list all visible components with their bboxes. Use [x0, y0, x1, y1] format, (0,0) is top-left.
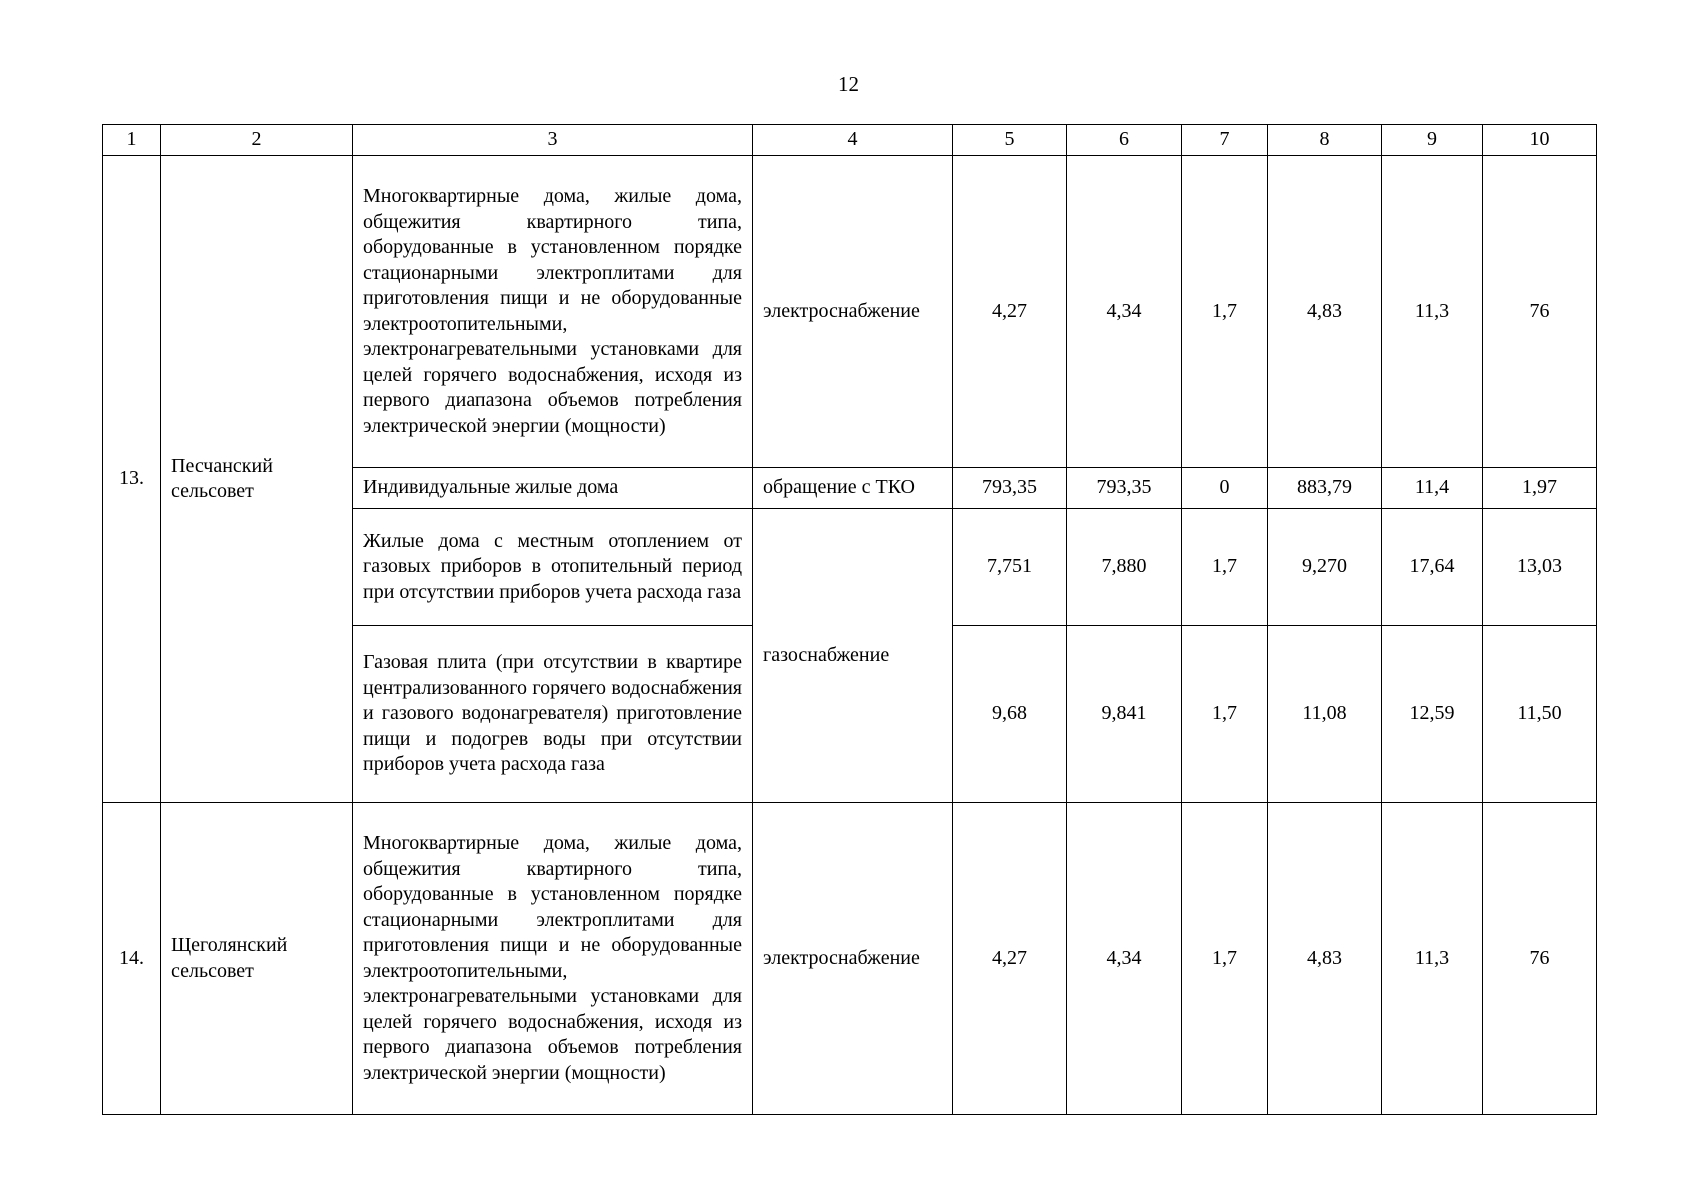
value-col7: 1,7 [1182, 626, 1268, 803]
service-type: электроснабжение [753, 156, 953, 468]
service-type: обращение с ТКО [753, 468, 953, 509]
row-number: 14. [103, 803, 161, 1115]
value-col9: 12,59 [1382, 626, 1483, 803]
header-cell: 4 [753, 125, 953, 156]
value-col6: 9,841 [1067, 626, 1182, 803]
value-col5: 4,27 [953, 803, 1067, 1115]
table-row [103, 156, 1597, 468]
value-col8: 883,79 [1268, 468, 1382, 509]
value-col10: 1,97 [1483, 468, 1597, 509]
value-col5: 9,68 [953, 626, 1067, 803]
header-cell: 2 [161, 125, 353, 156]
consumer-description: Многоквартирные дома, жилые дома, общежития квартирного типа, оборудованные в установленном порядке стационарными электроплитами для приготовления пищи и не оборудованные электроотопительными, электронагревательными установками для целей горячего водоснабжения, исходя из первого диапазона объемов потребления электрической энергии (мощности) [353, 156, 753, 468]
value-col6: 4,34 [1067, 156, 1182, 468]
consumer-description: Многоквартирные дома, жилые дома, общежития квартирного типа, оборудованные в установленном порядке стационарными электроплитами для приготовления пищи и не оборудованные электроотопительными, электронагревательными установками для целей горячего водоснабжения, исходя из первого диапазона объемов потребления электрической энергии (мощности) [353, 803, 753, 1115]
value-col5: 4,27 [953, 156, 1067, 468]
header-cell: 3 [353, 125, 753, 156]
consumer-description: Жилые дома с местным отоплением от газовых приборов в отопительный период при отсутствии приборов учета расхода газа [353, 509, 753, 626]
header-cell: 6 [1067, 125, 1182, 156]
header-cell: 1 [103, 125, 161, 156]
value-col6: 7,880 [1067, 509, 1182, 626]
value-col8: 4,83 [1268, 803, 1382, 1115]
row-number: 13. [103, 156, 161, 803]
header-cell: 8 [1268, 125, 1382, 156]
tariff-table [102, 124, 1597, 1115]
value-col6: 4,34 [1067, 803, 1182, 1115]
value-col7: 1,7 [1182, 803, 1268, 1115]
value-col7: 1,7 [1182, 509, 1268, 626]
header-row [103, 125, 1597, 156]
service-type: электроснабжение [753, 803, 953, 1115]
page-number: 12 [838, 72, 859, 96]
value-col5: 7,751 [953, 509, 1067, 626]
consumer-description: Индивидуальные жилые дома [353, 468, 753, 509]
header-cell: 5 [953, 125, 1067, 156]
value-col7: 0 [1182, 468, 1268, 509]
settlement-name: Щеголянский сельсовет [161, 803, 353, 1115]
header-cell: 10 [1483, 125, 1597, 156]
value-col9: 17,64 [1382, 509, 1483, 626]
value-col8: 11,08 [1268, 626, 1382, 803]
value-col6: 793,35 [1067, 468, 1182, 509]
value-col10: 13,03 [1483, 509, 1597, 626]
value-col8: 9,270 [1268, 509, 1382, 626]
value-col10: 76 [1483, 803, 1597, 1115]
value-col7: 1,7 [1182, 156, 1268, 468]
value-col10: 76 [1483, 156, 1597, 468]
value-col8: 4,83 [1268, 156, 1382, 468]
value-col10: 11,50 [1483, 626, 1597, 803]
value-col5: 793,35 [953, 468, 1067, 509]
table-row [103, 803, 1597, 1115]
consumer-description: Газовая плита (при отсутствии в квартире централизованного горячего водоснабжения и газового водонагревателя) приготовление пищи и подогрев воды при отсутствии приборов учета расхода газа [353, 626, 753, 803]
value-col9: 11,3 [1382, 156, 1483, 468]
header-cell: 7 [1182, 125, 1268, 156]
header-cell: 9 [1382, 125, 1483, 156]
value-col9: 11,3 [1382, 803, 1483, 1115]
value-col9: 11,4 [1382, 468, 1483, 509]
service-type: газоснабжение [753, 509, 953, 803]
settlement-name: Песчанский сельсовет [161, 156, 353, 803]
